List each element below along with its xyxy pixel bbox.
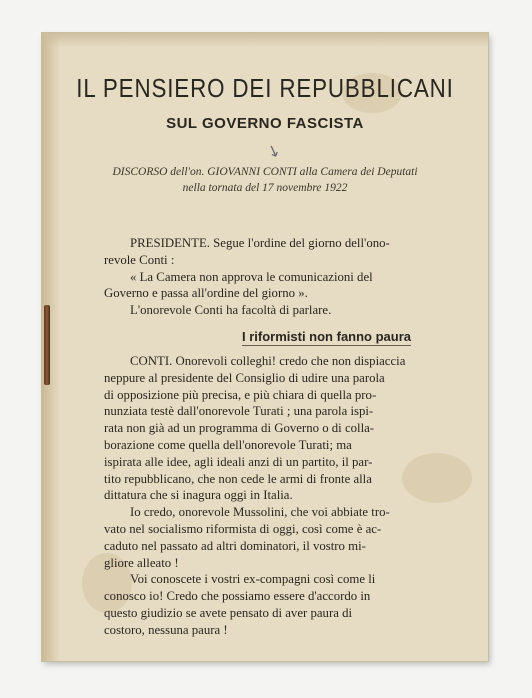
document-page — [42, 33, 488, 661]
text-line: revole Conti : — [104, 252, 175, 267]
text-line: conosco io! Credo che possiamo essere d'accordo in — [104, 589, 371, 604]
text-line: Voi conoscete i vostri ex-compagni così come li — [130, 572, 376, 587]
text-line: Governo e passa all'ordine del giorno ». — [104, 286, 308, 301]
text-line: Io credo, onorevole Mussolini, che voi abbiate tro- — [130, 505, 390, 520]
text-line: PRESIDENTE. Segue l'ordine del giorno dell'ono- — [130, 236, 390, 250]
speech-header-line: nella tornata del 17 novembre 1922 — [182, 182, 348, 194]
text-line: CONTI. Onorevoli colleghi! credo che non dispiaccia — [130, 354, 406, 368]
text-line: « La Camera non approva le comunicazioni del — [130, 269, 373, 284]
text-line: nunziata testè dall'onorevole Turati ; una parola ispi- — [104, 404, 374, 419]
text-line: dittatura che si inagura oggi in Italia. — [104, 488, 293, 503]
document-subtitle: SUL GOVERNO FASCISTA — [166, 115, 364, 132]
text-line: caduto nel passato ad altri dominatori, il vostro mi- — [104, 538, 366, 553]
text-line: rata non già ad un programma di Governo o di colla- — [104, 421, 375, 436]
staple — [44, 305, 50, 385]
speech-header-line: DISCORSO dell'on. GIOVANNI CONTI alla Camera dei Deputati — [112, 166, 418, 178]
section-heading: I riformisti non fanno paura — [242, 329, 412, 344]
text-line: neppure al presidente del Consiglio di udire una parola — [104, 370, 385, 385]
text-line: borazione come quella dell'onorevole Turati; ma — [104, 437, 352, 452]
document-title: IL PENSIERO DEI REPUBBLICANI — [76, 73, 454, 103]
speech-paragraph — [104, 353, 446, 639]
text-line: L'onorevole Conti ha facoltà di parlare. — [130, 303, 332, 318]
text-line: vato nel socialismo riformista di oggi, così come è ac- — [104, 521, 382, 536]
text-line: di opposizione più precisa, e più chiara di quella pro- — [104, 387, 377, 402]
intro-paragraph — [104, 235, 446, 319]
pencil-mark-icon: ↘ — [264, 139, 284, 162]
text-line: tito repubblicano, che non cede le armi di fronte alla — [104, 471, 372, 486]
text-line: gliore alleato ! — [104, 555, 179, 570]
text-line: questo giudizio se avete pensato di aver paura di — [104, 605, 353, 620]
text-line: costoro, nessuna paura ! — [104, 622, 228, 637]
speech-header — [42, 164, 488, 196]
text-line: ispirata alle idee, agli ideali anzi di un partito, il par- — [104, 454, 373, 469]
